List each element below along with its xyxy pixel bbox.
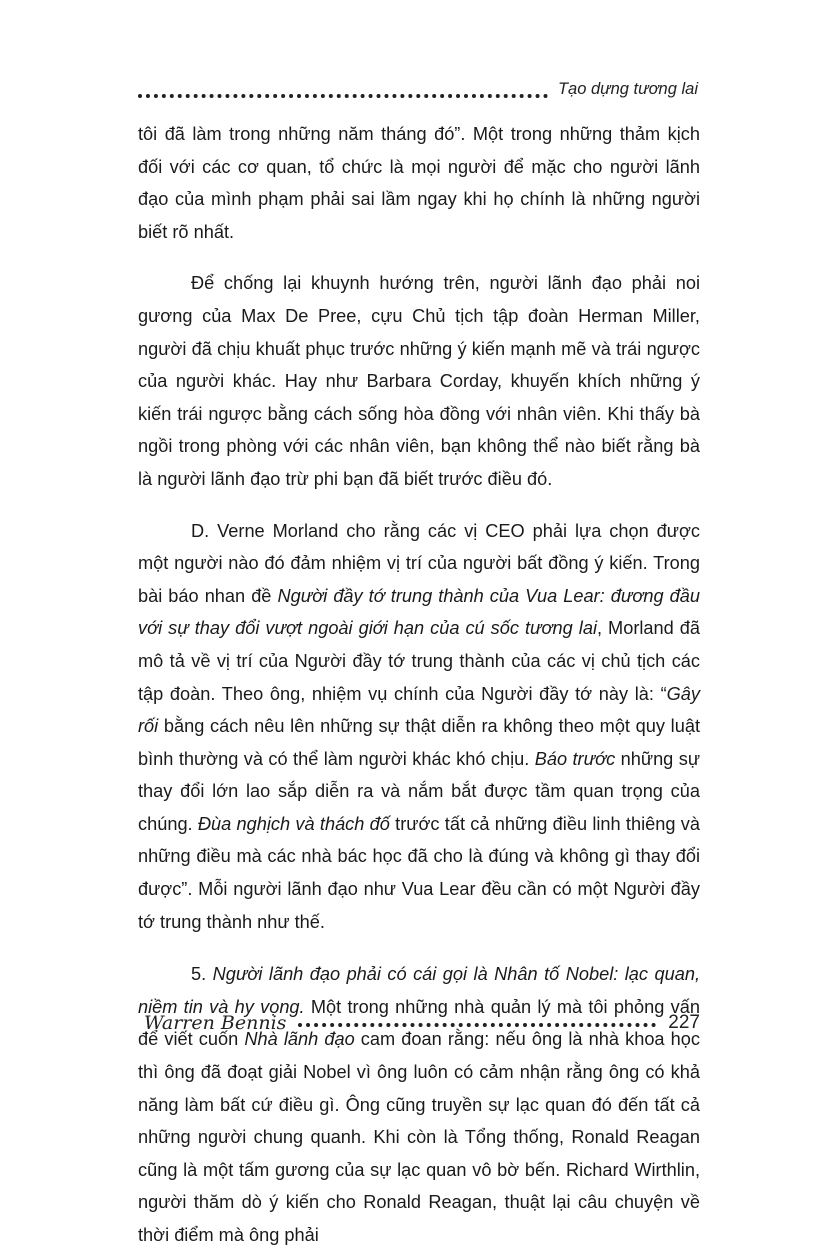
header-dotted-rule	[138, 94, 548, 98]
paragraph-2-text: Để chống lại khuynh hướng trên, người lãnh đạo phải noi gương của Max De Pree, cựu Chủ tịch tập đoàn Herman Miller, người đã chịu khuất phục trước những ý kiến mạnh mẽ và trái ngược của người khác. Hay như Barbara Corday, khuyến khích những ý kiến trái ngược bằng cách sống hòa đồng với nhân viên. Khi thấy bà ngồi trong phòng với các nhân viên, bạn không thể nào biết rằng bà là người lãnh đạo trừ phi bạn đã biết trước điều đó.	[138, 273, 700, 489]
paragraph-2	[138, 267, 700, 495]
paragraph-1-text: tôi đã làm trong những năm tháng đó”. Một trong những thảm kịch đối với các cơ quan, tổ chức là mọi người để mặc cho người lãnh đạo của mình phạm phải sai lầm ngay khi họ chính là những người biết rõ nhất.	[138, 124, 700, 242]
footer-dotted-rule	[298, 1023, 656, 1027]
page-body	[138, 118, 700, 1252]
paragraph-3-text: trước tất cả những điều linh thiêng và những điều mà các nhà bác học đã cho là đúng và không gì thay đổi được”. Mỗi người lãnh đạo như Vua Lear đều cần có một Người đầy tớ trung thành như thế.	[138, 813, 700, 932]
paragraph-4	[138, 958, 700, 1251]
paragraph-4-text: 5.	[191, 964, 213, 985]
paragraph-3-text: D. Verne Morland cho rằng các vị CEO phải lựa chọn được một người nào đó đảm nhiệm vị trí của người bất đồng ý kiến. Trong bài báo nhan đề	[138, 520, 700, 606]
emphasis-term: Gây rối	[138, 683, 700, 737]
running-title: Tạo dựng tương lai	[557, 80, 698, 98]
paragraph-3-text: , Morland đã mô tả về vị trí của Người đầy tớ trung thành của các vị chủ tịch các tập đoàn. Theo ông, nhiệm vụ chính của Người đầy tớ này là: “	[138, 618, 700, 704]
article-title: Người đầy tớ trung thành của Vua Lear: đương đầu với sự thay đổi vượt ngoài giới hạn của cú sốc tương lai	[138, 585, 700, 639]
emphasis-term: Báo trước	[534, 748, 616, 769]
page-footer	[144, 1012, 700, 1034]
author-name: Warren Bennis	[144, 1012, 287, 1034]
paragraph-3-text: những sự thay đổi lớn lao sắp diễn ra và nắm bắt được tầm quan trọng của chúng.	[138, 748, 700, 834]
paragraph-3	[138, 515, 700, 939]
paragraph-4-text: Một trong những nhà quản lý mà tôi phỏng vấn để viết cuốn	[138, 996, 700, 1050]
book-title: Nhà lãnh đạo	[244, 1029, 355, 1050]
paragraph-3-text: bằng cách nêu lên những sự thật diễn ra không theo một quy luật bình thường và có thể làm người khác khó chịu.	[138, 716, 700, 769]
paragraph-1	[138, 118, 700, 248]
page-header	[138, 80, 698, 99]
paragraph-4-text: cam đoan rằng: nếu ông là nhà khoa học thì ông đã đoạt giải Nobel vì ông luôn có cảm nhận rằng ông có khả năng làm bất cứ điều gì. Ông cũng truyền sự lạc quan đó đến tất cả những người chung quanh. Khi còn là Tổng thống, Ronald Reagan cũng là một tấm gương của sự lạc quan vô bờ bến. Richard Wirthlin, người thăm dò ý kiến cho Ronald Reagan, thuật lại câu chuyện về thời điểm mà ông phải	[138, 1029, 700, 1245]
page-number: 227	[668, 1012, 700, 1033]
numbered-point-heading: Người lãnh đạo phải có cái gọi là Nhân tố Nobel: lạc quan, niềm tin và hy vọng.	[138, 964, 700, 1017]
emphasis-term: Đùa nghịch và thách đố	[197, 813, 390, 834]
